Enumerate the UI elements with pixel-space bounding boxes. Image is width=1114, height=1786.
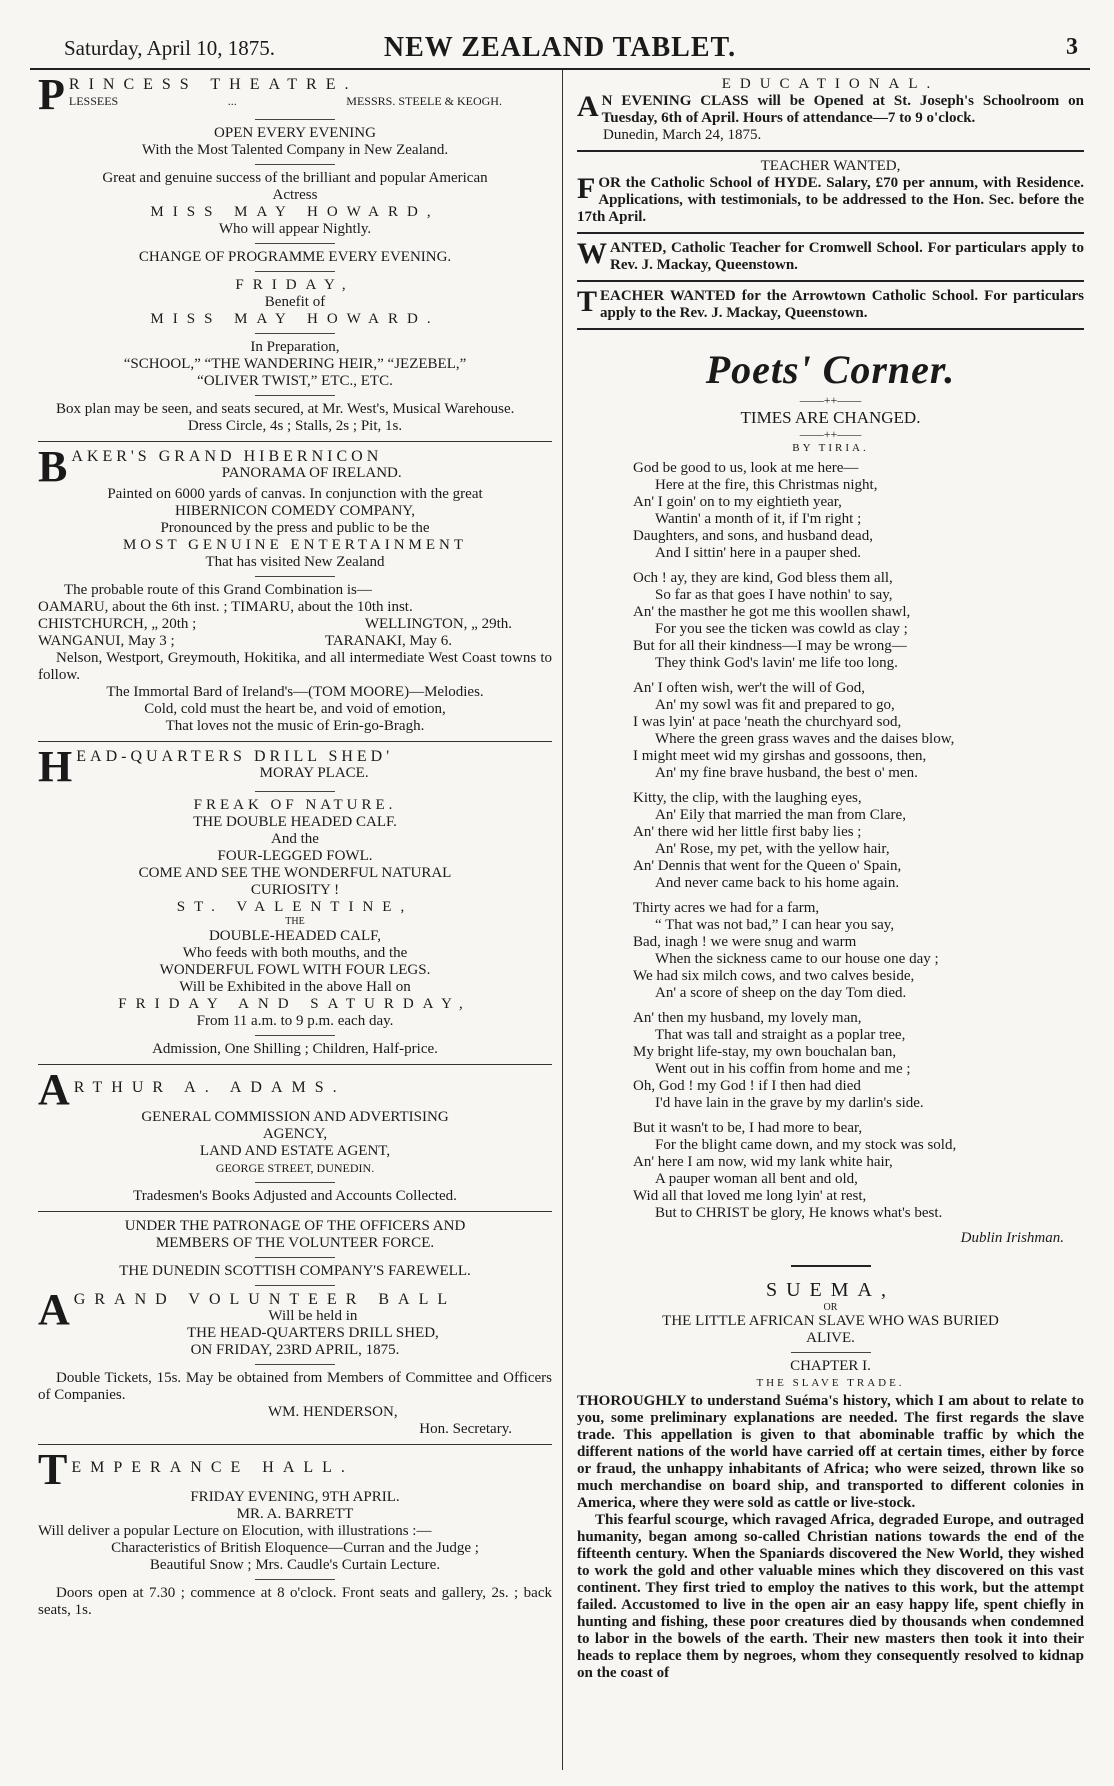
poem-line: God be good to us, look at me here— <box>633 460 859 476</box>
poem-line: An' then my husband, my lovely man, <box>633 1010 862 1026</box>
poem-line: An' here I am now, wid my lank white hair, <box>633 1154 893 1170</box>
lessees-label: LESSEES <box>68 94 119 108</box>
ad-heading: GRAND VOLUNTEER BALL <box>73 1291 457 1308</box>
poem-line: An' a score of sheep on the day Tom died. <box>655 985 907 1001</box>
poem-line: Went out in his coffin from home and me ; <box>655 1061 911 1077</box>
poem-stanza <box>633 1120 1084 1222</box>
educational-notice: EDUCATIONAL. A N EVENING CLASS will be Opened at St. Joseph's Schoolroom on Tuesday, 6th of April. Hours of attendance—7 to 9 o'clock. Dunedin, March 24, 1875. <box>577 76 1084 143</box>
poem-line: An' I goin' on to my eightieth year, <box>633 494 842 510</box>
poem-line: Here at the fire, this Christmas night, <box>655 477 878 493</box>
poem-line: A pauper woman all bent and old, <box>655 1171 858 1187</box>
lessees-names: MESSRS. STEELE & KEOGH. <box>346 94 502 108</box>
poem-line: They think God's lavin' me life too long. <box>655 655 898 671</box>
section-heading: EDUCATIONAL. <box>721 76 940 92</box>
suema-story: SUEMA, OR THE LITTLE AFRICAN SLAVE WHO WAS BURIED ALIVE. CHAPTER I. THE SLAVE TRADE. THOROUGHLY to understand Suéma's history, which I am about to relate to you, some preliminary explanations are needed. The first regards the slave trade. This appellation is given to that abominable traffic by which the different nations of the world have carried off at certain times, either by force or fraud, the unhappy inhabitants of Africa; who were seized, thrown like so much merchandise on board ship, and transported to different colonies in America, where they were sold as cattle or live-stock. This fearful scourge, which ravaged Africa, degraded Europe, and outraged humanity, began among so-called Christian nations towards the end of the fifteenth century. When the Spaniards discovered the New World, they wished to work the gold and other valuable mines which they discovered on this vast continent. They first tried to employ the natives to this work, but the attempt failed. Accustomed to live in the open air an easy happy life, spent chiefly in hunting and fishing, these poor creatures died by thousands when condemned to labor in the bowels of the earth. Their new masters then took it into their heads to replace them by negroes, whom they consequently resolved to kidnap on the coast of <box>577 1279 1084 1681</box>
ad-heading: EAD-QUARTERS DRILL SHED' <box>76 748 394 765</box>
poem-line: Where the green grass waves and the daises blow, <box>655 731 955 747</box>
poem-line: I might meet wid my girshas and gossoons, then, <box>633 748 927 764</box>
section-heading: TEACHER WANTED, <box>760 158 901 174</box>
poem-line: Wantin' a month of it, if I'm right ; <box>655 511 862 527</box>
poem-stanza <box>633 790 1084 892</box>
ticket-prices: Dress Circle, 4s ; Stalls, 2s ; Pit, 1s. <box>187 418 403 434</box>
drop-cap: H <box>38 748 73 786</box>
poem-stanza <box>633 900 1084 1002</box>
section-heading: THE SLAVE TRADE. <box>756 1377 905 1389</box>
drop-cap: P <box>38 76 65 114</box>
drop-cap: B <box>38 448 68 486</box>
ad-heading: RINCESS THEATRE. <box>68 76 358 93</box>
story-title: SUEMA, <box>765 1279 895 1301</box>
drill-shed-ad: H EAD-QUARTERS DRILL SHED' MORAY PLACE. FREAK OF NATURE. THE DOUBLE HEADED CALF. And the FOUR-LEGGED FOWL. COME AND SEE THE WONDERFUL NATURAL CURIOSITY ! ST. VALENTINE, THE DOUBLE-HEADED CALF, Who feeds with both mouths, and the WONDERFUL FOWL WITH FOUR LEGS. Will be Exhibited in the above Hall on FRIDAY AND SATURDAY, From 11 a.m. to 9 p.m. each day. Admission, One Shilling ; Children, Half-price. <box>38 748 552 1058</box>
performer-name: MISS MAY HOWARD, <box>150 204 440 220</box>
poem-line: Kitty, the clip, with the laughing eyes, <box>633 790 862 806</box>
page-number: 3 <box>1066 34 1078 60</box>
poem-line: For you see the ticken was cowld as clay ; <box>655 621 908 637</box>
poem-line: “ That was not bad,” I can hear you say, <box>655 917 895 933</box>
poem-line: An' the masther he got me this woollen shawl, <box>633 604 911 620</box>
poets-corner <box>577 336 1084 1247</box>
poem-line: Wid all that loved me long lyin' at rest, <box>633 1188 867 1204</box>
poem-line: Thirty acres we had for a farm, <box>633 900 820 916</box>
drop-cap: W <box>577 240 607 270</box>
poem-source: Dublin Irishman. <box>960 1230 1064 1246</box>
poem-line: Daughters, and sons, and husband dead, <box>633 528 873 544</box>
poem-line: And I sittin' here in a pauper shed. <box>655 545 861 561</box>
poem-line: An' Eily that married the man from Clare, <box>655 807 906 823</box>
issue-date: Saturday, April 10, 1875. <box>64 36 275 60</box>
poem-line: That was tall and straight as a poplar tree, <box>655 1027 906 1043</box>
poem-line: But it wasn't to be, I had more to bear, <box>633 1120 863 1136</box>
section-title: Poets' Corner. <box>705 347 956 392</box>
story-paragraph: THOROUGHLY to understand Suéma's history, which I am about to relate to you, some preliminary explanations are needed. The first regards the slave trade. This appellation is given to that abominable traffic by which the different nations of the world have carried off at certain times, either by force or fraud, the unhappy inhabitants of Africa; who were seized, thrown like so much merchandise on board ship, and transported to different colonies in America, where they were sold as cattle or live-stock. <box>577 1393 1084 1511</box>
chapter-heading: CHAPTER I. <box>790 1358 871 1374</box>
drop-cap: A <box>38 1071 70 1109</box>
poem-line: An' my fine brave husband, the best o' men. <box>655 765 918 781</box>
drop-cap: A <box>38 1291 70 1334</box>
poem-line: My bright life-stay, my own bouchalan ban, <box>633 1044 897 1060</box>
poem-line: But for all their kindness—I may be wrong— <box>633 638 907 654</box>
poem-line: But to CHRIST be glory, He knows what's best. <box>655 1205 943 1221</box>
poem-line: An' my sowl was fit and prepared to go, <box>655 697 895 713</box>
drop-cap: T <box>38 1451 68 1489</box>
poem-line: An' I often wish, wer't the will of God, <box>633 680 866 696</box>
temperance-hall-ad: T EMPERANCE HALL. FRIDAY EVENING, 9TH APRIL. MR. A. BARRETT Will deliver a popular Lecture on Elocution, with illustrations :— Characteristics of British Eloquence—Curran and the Judge ; Beautiful Snow ; Mrs. Caudle's Curtain Lecture. Doors open at 7.30 ; commence at 8 o'clock. Front seats and gallery, 2s. ; back seats, 1s. <box>38 1451 552 1618</box>
poem-line: Oh, God ! my God ! if I then had died <box>633 1078 861 1094</box>
masthead <box>30 30 1090 70</box>
poem-stanza <box>633 1010 1084 1112</box>
poem-line: An' there wid her little first baby lies ; <box>633 824 862 840</box>
left-column <box>30 70 562 1770</box>
newspaper-title: NEW ZEALAND TABLET. <box>383 32 737 63</box>
poem-line: So far as that goes I have nothin' to say, <box>655 587 893 603</box>
poem-body <box>577 460 1084 1222</box>
ad-heading: EMPERANCE HALL. <box>71 1459 354 1476</box>
poem-line: I was lyin' at pace 'neath the churchyard sod, <box>633 714 902 730</box>
story-paragraph: This fearful scourge, which ravaged Africa, degraded Europe, and outraged humanity, began among so-called Christian nations towards the end of the fifteenth century. When the Spaniards discovered the New World, they wished to work the gold and other valuable mines which they discovered on this vast continent. They first tried to employ the natives to this work, but the attempt failed. Accustomed to live in the open air an easy happy life, spent chiefly in hunting and fishing, these poor creatures died by thousands when condemned to labor in the bowels of the earth. Their new masters then took it into their heads to replace them by negroes, whom they consequently resolved to kidnap on the coast of <box>577 1512 1084 1681</box>
ornament: ——++—— <box>799 427 862 441</box>
drop-cap: A <box>577 93 599 123</box>
ad-heading: RTHUR A. ADAMS. <box>73 1079 346 1096</box>
poem-line: An' Rose, my pet, with the yellow hair, <box>655 841 890 857</box>
poem-line: Och ! ay, they are kind, God bless them all, <box>633 570 893 586</box>
hibernicon-ad: B AKER'S GRAND HIBERNICON PANORAMA OF IRELAND. Painted on 6000 yards of canvas. In conjunction with the great HIBERNICON COMEDY COMPANY, Pronounced by the press and public to be the MOST GENUINE ENTERTAINMENT That has visited New Zealand The probable route of this Grand Combination is— OAMARU, about the 6th inst. ; TIMARU, about the 10th inst. CHISTCHURCH, „ 20th ; WELLINGTON, „ 29th. WANGANUI, May 3 ; TARANAKI, May 6. Nelson, Westport, Greymouth, Hokitika, and all intermediate West Coast towns to follow. The Immortal Bard of Ireland's—(TOM MOORE)—Melodies. Cold, cold must the heart be, and void of emotion, That loves not the music of Erin-go-Bragh. <box>38 448 552 734</box>
poem-line: When the sickness came to our house one day ; <box>655 951 939 967</box>
poem-stanza <box>633 570 1084 672</box>
adams-agency-ad: A RTHUR A. ADAMS. GENERAL COMMISSION AND ADVERTISING AGENCY, LAND AND ESTATE AGENT, GEORGE STREET, DUNEDIN. Tradesmen's Books Adjusted and Accounts Collected. <box>38 1071 552 1205</box>
poem-line: For the blight came down, and my stock was sold, <box>655 1137 957 1153</box>
poem-author: BY TIRIA. <box>792 442 869 454</box>
teacher-wanted-notices: TEACHER WANTED, F OR the Catholic School of HYDE. Salary, £70 per annum, with Residence. Applications, with testimonials, to be addressed to the Hon. Sec. before the 17th April. W ANTED, Catholic Teacher for Cromwell School. For particulars apply to Rev. J. Mackay, Queenstown. T EACHER WANTED for the Arrowtown Catholic School. For particulars apply to the Rev. J. Mackay, Queenstown. <box>577 158 1084 321</box>
columns <box>30 70 1090 1770</box>
poem-line: Bad, inagh ! we were snug and warm <box>633 934 857 950</box>
poem-title: TIMES ARE CHANGED. <box>740 408 921 427</box>
right-column <box>562 70 1090 1770</box>
poem-stanza <box>633 460 1084 562</box>
drop-cap: T <box>577 288 598 318</box>
poem-line: We had six milch cows, and two calves beside, <box>633 968 915 984</box>
princess-theatre-ad: P RINCESS THEATRE. LESSEES ... MESSRS. STEELE & KEOGH. OPEN EVERY EVENING With the Most Talented Company in New Zealand. Great and genuine success of the brilliant and popular American Actress MISS MAY HOWARD, Who will appear Nightly. CHANGE OF PROGRAMME EVERY EVENING. FRIDAY, Benefit of MISS MAY HOWARD. In Preparation, “SCHOOL,” “THE WANDERING HEIR,” “JEZEBEL,” “OLIVER TWIST,” ETC., ETC. Box plan may be seen, and seats secured, at Mr. West's, Musical Warehouse. Dress Circle, 4s ; Stalls, 2s ; Pit, 1s. <box>38 76 552 435</box>
poem-stanza <box>633 680 1084 782</box>
poem-line: An' Dennis that went for the Queen o' Spain, <box>633 858 902 874</box>
ornament: ——++—— <box>799 393 862 407</box>
poem-line: And never came back to his home again. <box>655 875 900 891</box>
ad-heading: AKER'S GRAND HIBERNICON <box>71 448 383 465</box>
volunteer-ball-ad: UNDER THE PATRONAGE OF THE OFFICERS AND MEMBERS OF THE VOLUNTEER FORCE. THE DUNEDIN SCOTTISH COMPANY'S FAREWELL. A GRAND VOLUNTEER BALL Will be held in THE HEAD-QUARTERS DRILL SHED, ON FRIDAY, 23RD APRIL, 1875. Double Tickets, 15s. May be obtained from Members of Committee and Officers of Companies. WM. HENDERSON, Hon. Secretary. <box>38 1218 552 1437</box>
drop-cap: F <box>577 175 596 205</box>
poem-line: I'd have lain in the grave by my darlin's side. <box>655 1095 924 1111</box>
